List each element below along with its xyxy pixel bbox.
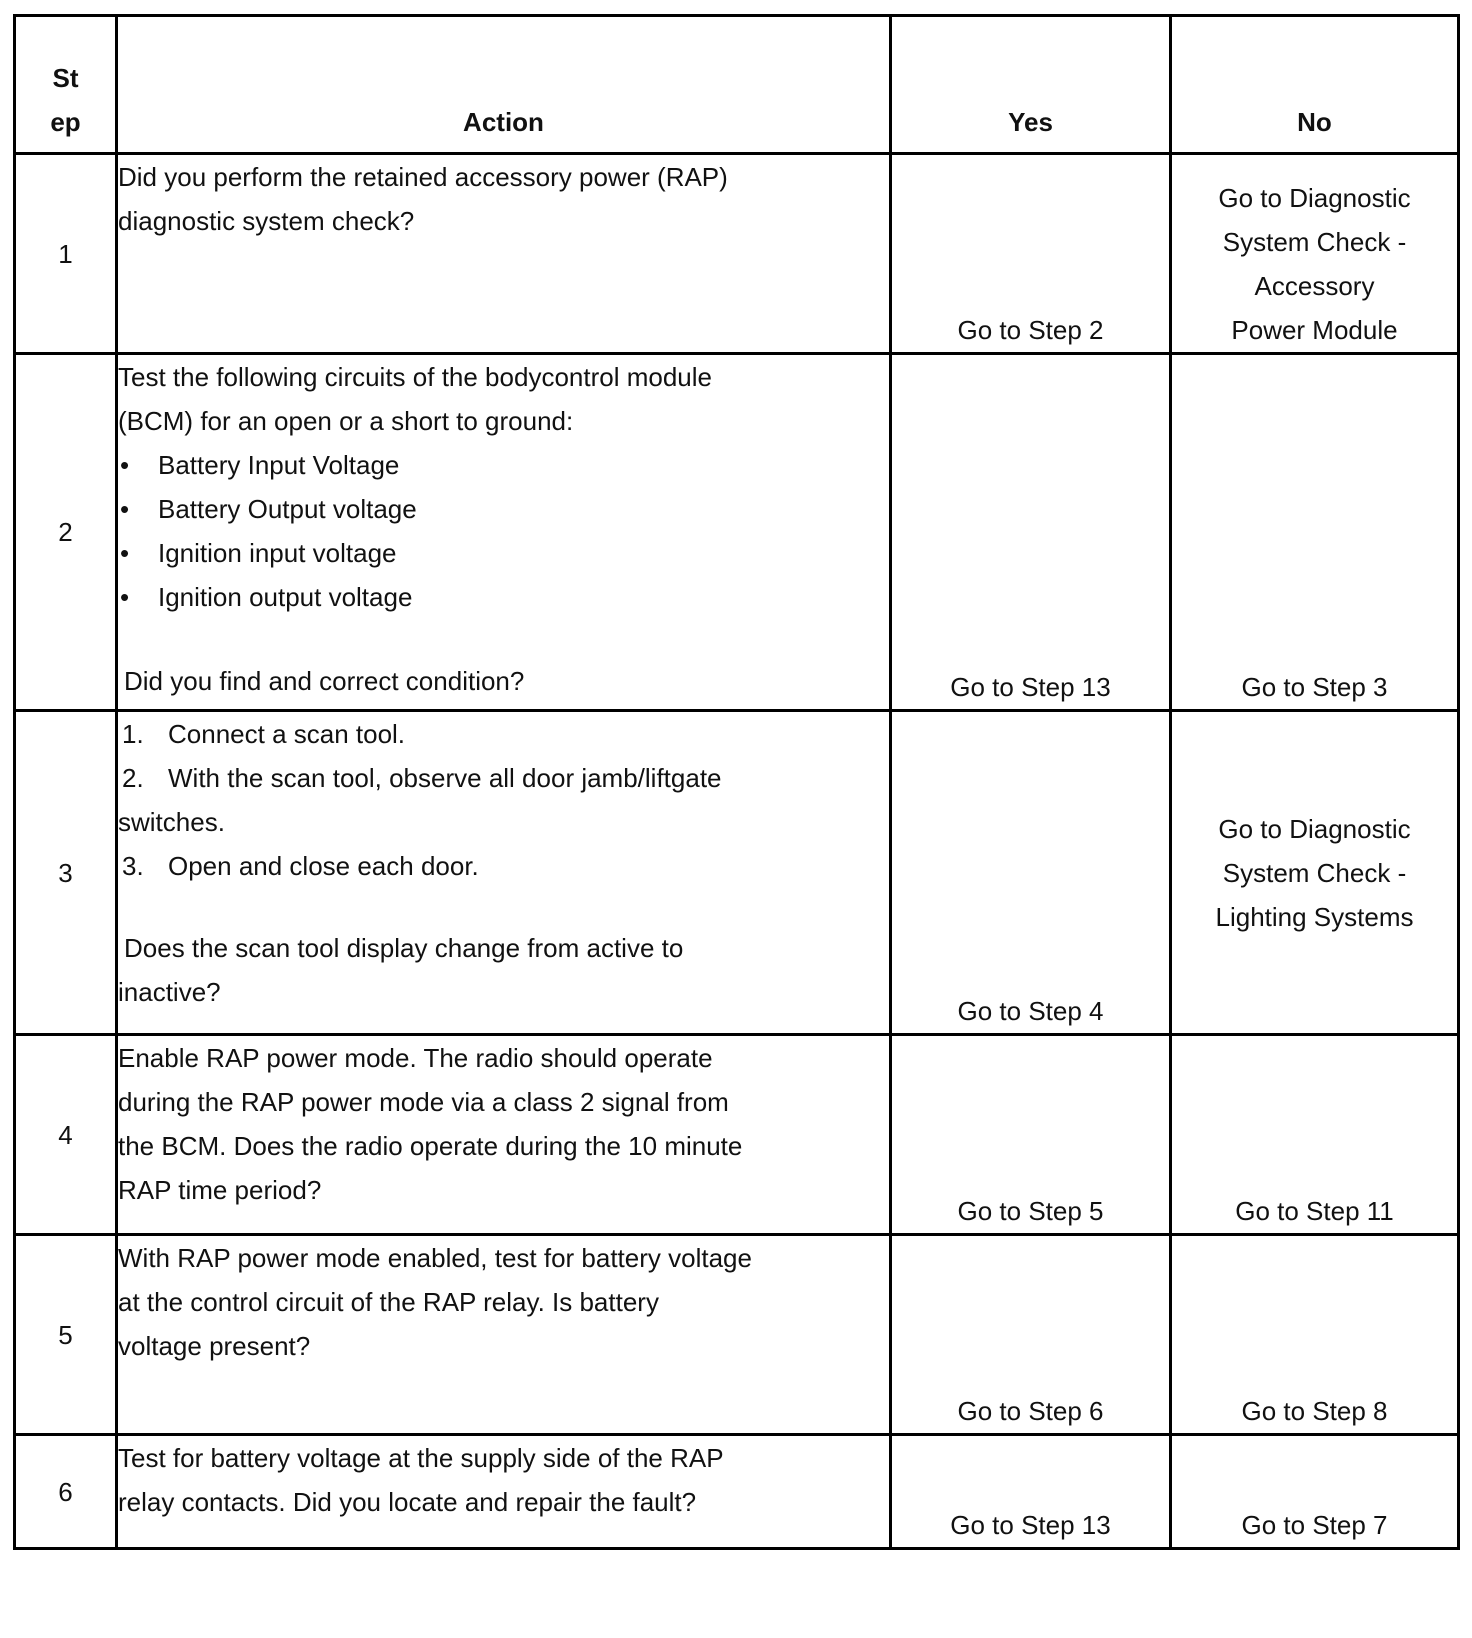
action-cell	[117, 711, 891, 1035]
yes-cell: Go to Step 13	[891, 354, 1171, 711]
no-cell: Go to Diagnostic System Check - Lighting Systems	[1171, 711, 1459, 1035]
circuit-list	[118, 443, 889, 619]
yes-cell: Go to Step 2	[891, 154, 1171, 354]
list-item: • Battery Input Voltage	[118, 443, 889, 487]
yes-header: Yes	[891, 16, 1171, 154]
action-cell: Enable RAP power mode. The radio should operate during the RAP power mode via a class 2 signal from the BCM. Does the radio operate during the 10 minute RAP time period?	[117, 1035, 891, 1235]
action-header: Action	[117, 16, 891, 154]
yes-cell: Go to Step 5	[891, 1035, 1171, 1235]
list-item: 1. Connect a scan tool.	[122, 719, 406, 749]
procedure-list	[118, 712, 889, 888]
step-number: 6	[15, 1435, 117, 1549]
list-item: • Battery Output voltage	[118, 487, 889, 531]
yes-cell: Go to Step 13	[891, 1435, 1171, 1549]
yes-cell: Go to Step 4	[891, 711, 1171, 1035]
table-row	[15, 1235, 1459, 1435]
table-row	[15, 1435, 1459, 1549]
list-item: • Ignition input voltage	[118, 531, 889, 575]
no-cell: Go to Step 8	[1171, 1235, 1459, 1435]
action-cell: Test for battery voltage at the supply side of the RAP relay contacts. Did you locate and repair the fault?	[117, 1435, 891, 1549]
list-item: 3. Open and close each door.	[122, 851, 479, 881]
no-cell: Go to Step 7	[1171, 1435, 1459, 1549]
step-number: 1	[15, 154, 117, 354]
diagnostic-table	[13, 14, 1460, 1550]
no-cell: Go to Diagnostic System Check - Accessory Power Module	[1171, 154, 1459, 354]
table-row	[15, 354, 1459, 711]
step-number: 5	[15, 1235, 117, 1435]
action-cell: With RAP power mode enabled, test for battery voltage at the control circuit of the RAP relay. Is battery voltage present?	[117, 1235, 891, 1435]
no-cell: Go to Step 3	[1171, 354, 1459, 711]
step-number: 2	[15, 354, 117, 711]
table-row	[15, 154, 1459, 354]
list-item: 2. With the scan tool, observe all door jamb/liftgate switches.	[118, 763, 722, 837]
step-number: 3	[15, 711, 117, 1035]
list-item: • Ignition output voltage	[118, 575, 889, 619]
yes-cell: Go to Step 6	[891, 1235, 1171, 1435]
step-number: 4	[15, 1035, 117, 1235]
table-row	[15, 711, 1459, 1035]
header-row	[15, 16, 1459, 154]
table-row	[15, 1035, 1459, 1235]
action-cell: Test the following circuits of the bodycontrol module (BCM) for an open or a short to ground: • Battery Input Voltage • Battery Output voltage • Ignition input voltage • Ignition output voltage Did you find and correct condition?	[117, 354, 891, 711]
no-header: No	[1171, 16, 1459, 154]
step-header: St ep	[15, 16, 117, 154]
action-cell: Did you perform the retained accessory power (RAP) diagnostic system check?	[117, 154, 891, 354]
question-text: Does the scan tool display change from active to inactive?	[118, 933, 684, 1007]
question-text: Did you find and correct condition?	[124, 666, 525, 696]
no-cell: Go to Step 11	[1171, 1035, 1459, 1235]
